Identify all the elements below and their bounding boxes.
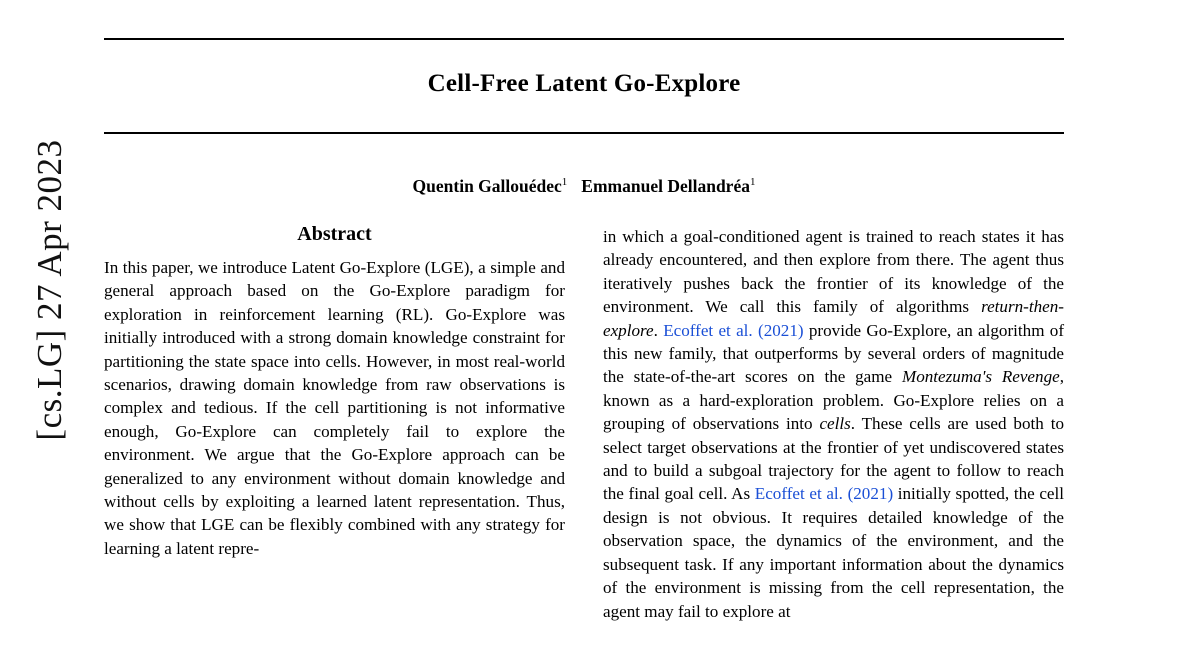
two-column-body [104,223,1064,623]
emphasis-text: Montezuma's Revenge [901,367,1060,387]
author-2-affiliation-marker: 1 [749,176,756,189]
citation-link[interactable]: (2021) [847,484,894,504]
author-1-name: Quentin Gallouédec [412,176,562,196]
introduction-paragraph [603,225,1064,623]
citation-link[interactable]: Ecoffet et al. [663,320,753,340]
arxiv-stamp [0,0,110,648]
introduction-text [603,225,1064,623]
text-run: . These cells are used both to select target observations at the frontier of yet undiscovered states and to build a subgoal trajectory for the agent to follow to reach the final goal cell. As [603,414,1064,504]
emphasis-text: return-then-explore [603,297,1064,340]
text-run: . [653,320,664,340]
abstract-paragraph: In this paper, we introduce Latent Go-Explore (LGE), a simple and general approach based on the Go-Explore paradigm for exploration in reinforcement learning (RL). Go-Explore was initially introduced with a strong domain knowledge constraint for partitioning the state space into cells. However, in most real-world scenarios, drawing domain knowledge from raw observations is complex and tedious. If the cell partitioning is not informative enough, Go-Explore can completely fail to explore the environment. We argue that the Go-Explore approach can be generalized to any environment without domain knowledge and without cells by exploiting a learned latent representation. Thus, we show that LGE can be flexibly combined with any strategy for learning a latent repre- [104,258,565,558]
citation-link[interactable]: Ecoffet et al. [754,484,843,504]
citation-link[interactable]: (2021) [758,320,804,340]
page-title: Cell-Free Latent Go-Explore [427,70,741,97]
left-column [104,223,565,623]
text-run: provide Go-Explore, an algorithm of this new family, that outperforms by several orders of magnitude the state-of-the-art scores on the game [603,320,1065,387]
author-1 [413,176,568,196]
emphasis-text: cells [819,414,851,434]
title-rule-top [104,38,1064,40]
paper-page [104,0,1064,648]
author-list [104,176,1064,197]
author-1-affiliation-marker: 1 [561,176,568,189]
author-2 [581,176,755,196]
arxiv-stamp-text: [cs.LG] 27 Apr 2023 [30,139,69,441]
abstract-heading: Abstract [297,223,372,245]
author-2-name: Emmanuel Dellandréa [581,176,750,196]
text-run: initially spotted, the cell design is not obvious. It requires detailed knowledge of the observation space, the dynamics of the environment, and the subsequent task. If any important information about the dynamics of the environment is missing from the cell representation, the agent may fail to explore at [603,484,1065,621]
text-run: , known as a hard-exploration problem. Go-Explore relies on a grouping of observations into [603,367,1064,434]
right-column [603,223,1064,623]
text-run: in which a goal-conditioned agent is trained to reach states it has already encountered, and then explore from there. The agent thus iteratively pushes back the frontier of its knowledge of the environment. We call this family of algorithms [603,227,1064,317]
abstract-text [104,256,565,560]
title-rule-bottom [104,132,1064,134]
